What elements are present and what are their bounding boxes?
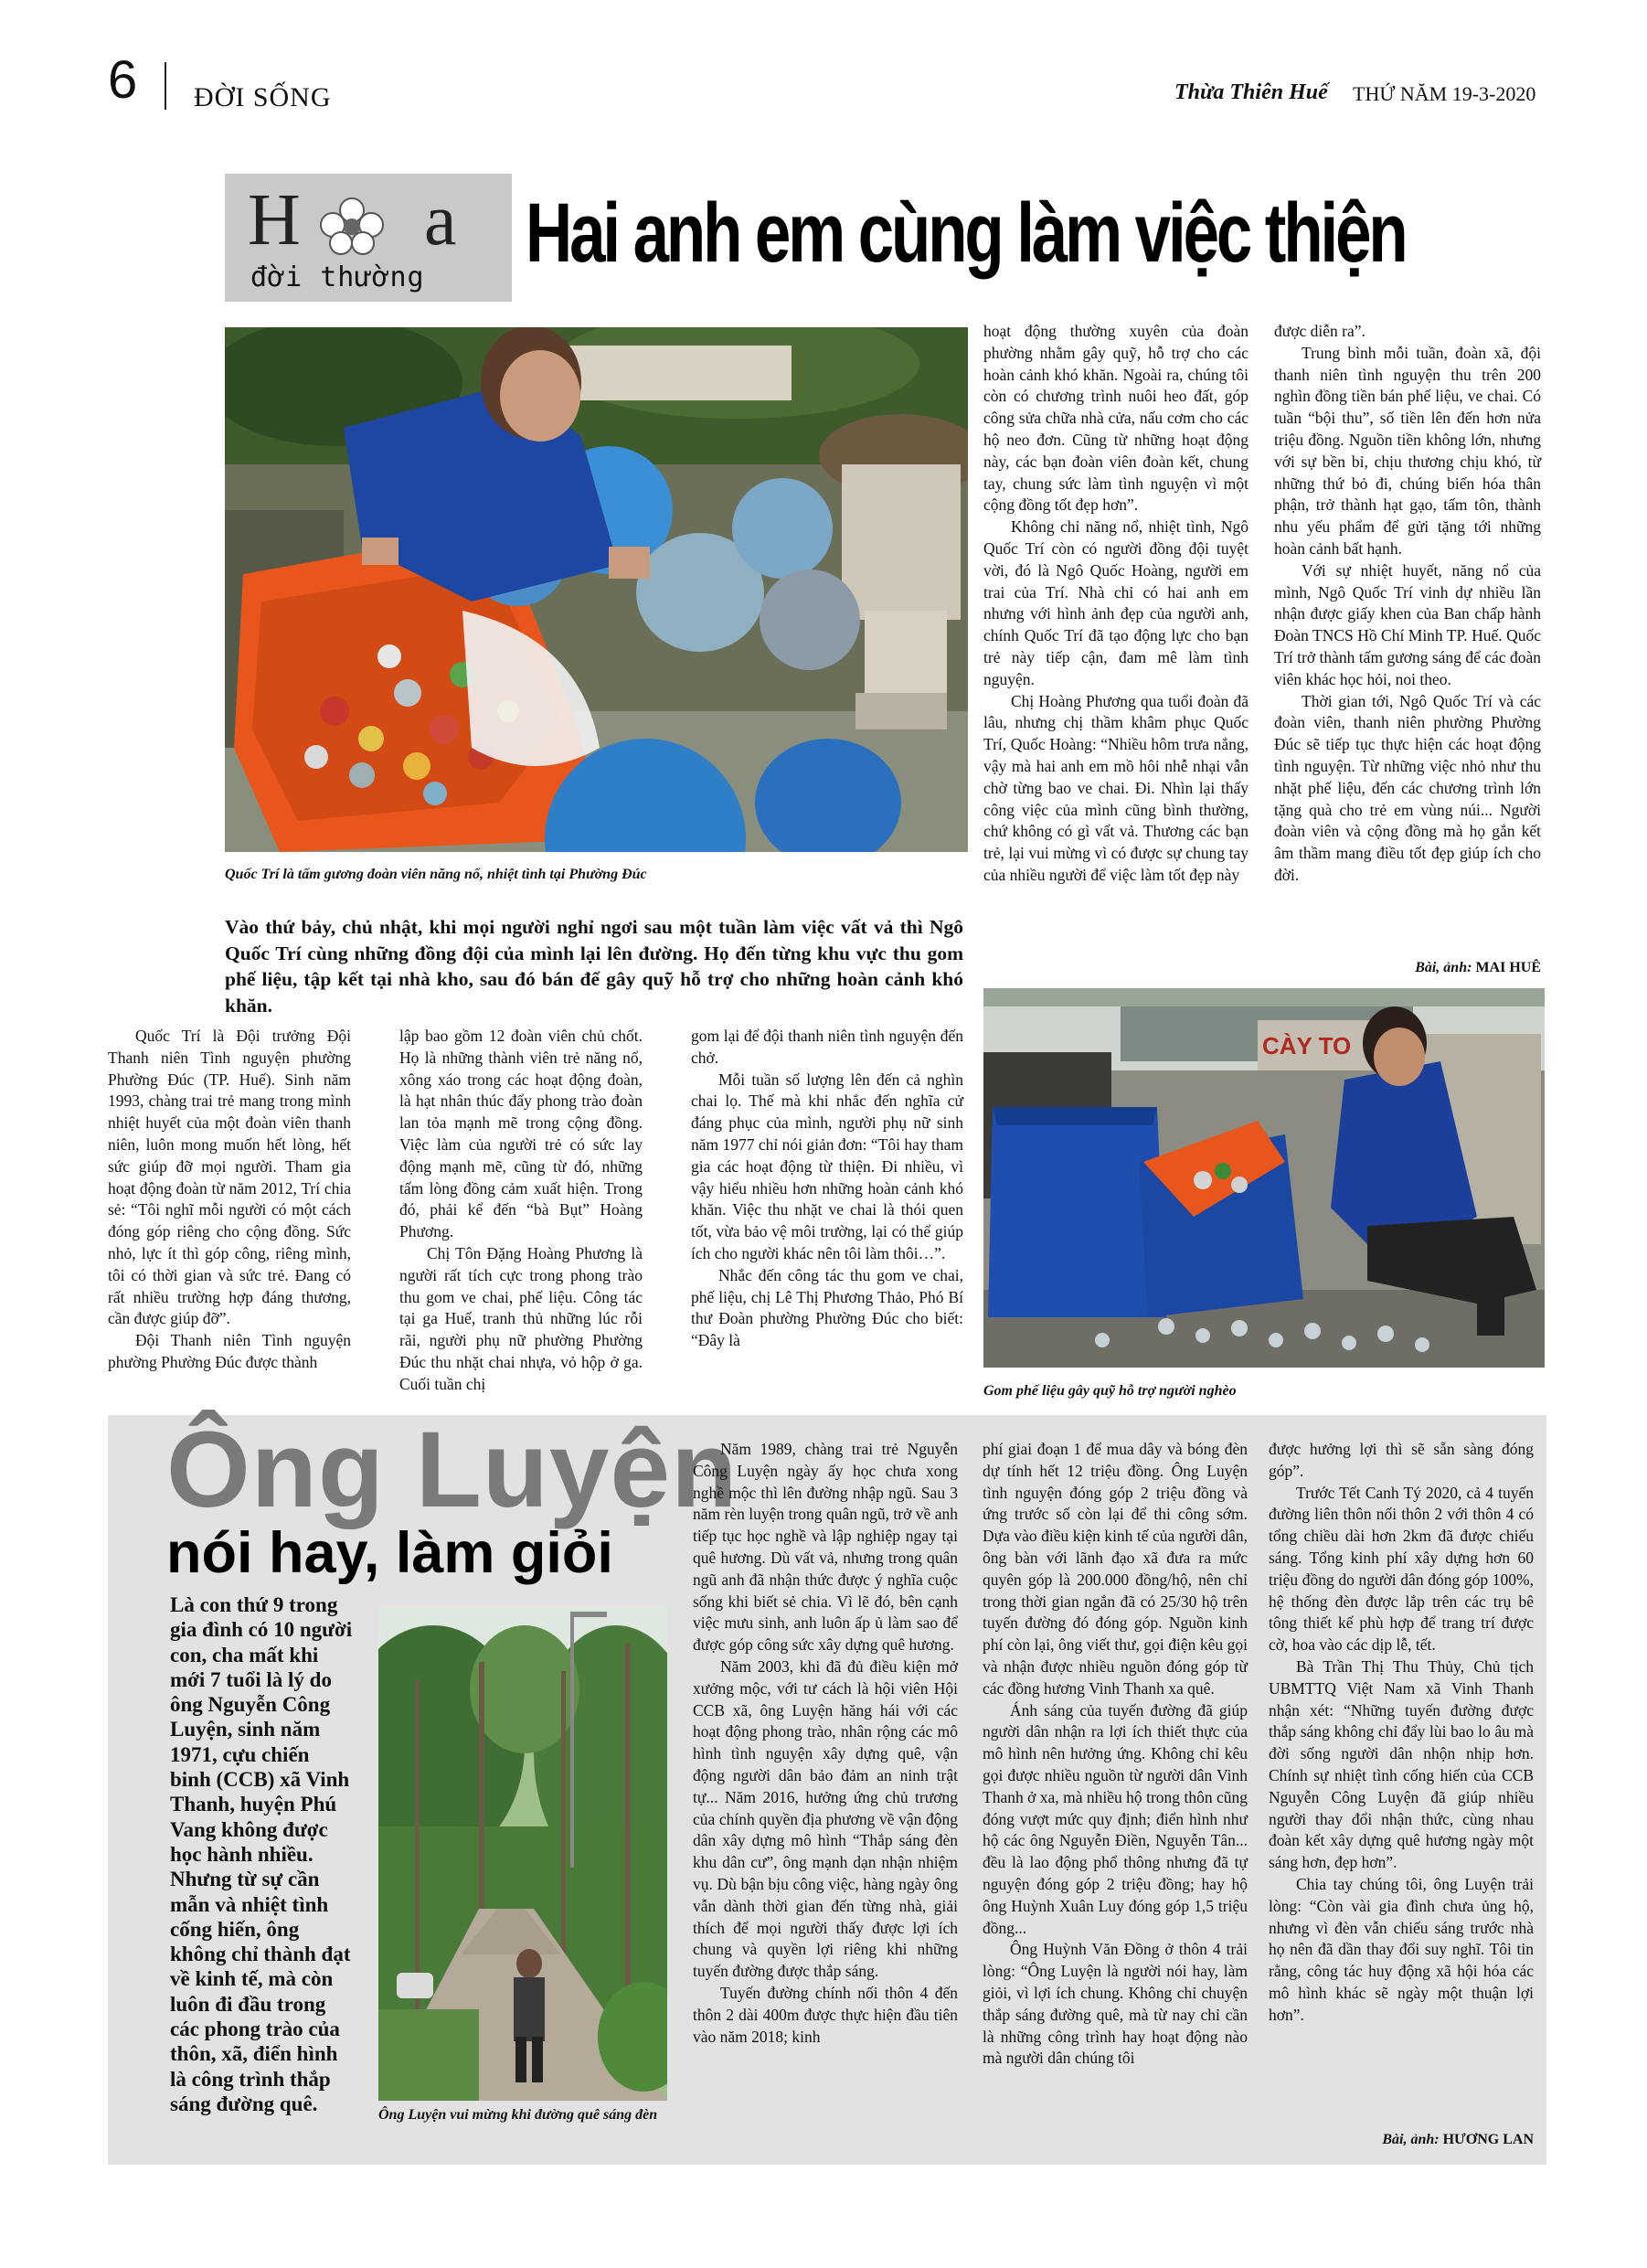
paragraph: Bà Trần Thị Thu Thủy, Chủ tịch UBMTTQ Việt Nam xã Vinh Thanh nhận xét: “Những tuyến đường được thắp sáng không chỉ đẩy lùi bao lo âu mà đời sống người dân nhộn nhịp hơn. Chính sự nhiệt tình cống hiến của CCB Nguyễn Công Luyện đã giúp nhiều người thay đổi nhận thức, cùng nhau đoàn kết xây dựng quê hương ngày một sáng hơn, đẹp hơn”. <box>1269 1656 1534 1872</box>
paragraph: Ông Huỳnh Văn Đồng ở thôn 4 trải lòng: “Ông Luyện là người nói hay, làm giỏi, vì lợi ích chung. Không chỉ chuyện thắp sáng đường quê, mà từ nay chỉ cần là những công trình hay hoạt động nào mà người dân chúng tôi <box>983 1940 1248 2068</box>
paragraph: Chị Hoàng Phương qua tuổi đoàn đã lâu, nhưng chị thầm khâm phục Quốc Trí, Quốc Hoàng: “Nhiều hôm trưa nắng, vậy mà hai anh em mồ hôi nhễ nhại vẫn chờ từng bao ve chai. Đi. Nhìn lại thấy công việc của mình cũng bình thường, chứ không có gì vất vả. Thương các bạn trẻ, lại vui mừng vì có được sự chung tay của nhiều người để việc làm tốt đẹp này <box>983 691 1249 884</box>
rubric-letter-h: H <box>248 180 301 261</box>
byline-label: Bài, ảnh: <box>1415 960 1472 975</box>
article2-byline <box>1269 2132 1534 2148</box>
paragraph: phí giai đoạn 1 để mua dây và bóng đèn dự tính hết 12 triệu đồng. Ông Luyện tình nguyện đóng góp 2 triệu đồng và ứng trước số còn lại để thi công sớm. Dựa vào điều kiện kinh tế của người dân, ông bàn với lãnh đạo xã đưa ra mức quyên góp là 200.000 đồng/hộ, nên chỉ trong thời gian ngắn đã có 25/30 hộ trên tuyến đường đó đóng góp. Nguồn kinh phí còn lại, ông viết thư, gọi điện kêu gọi và nhận được nhiều nguồn đóng góp từ các đồng hương Vinh Thanh xa quê. <box>983 1440 1248 1698</box>
paragraph: gom lại để đội thanh niên tình nguyện đến chở. <box>691 1027 963 1067</box>
paragraph: Đội Thanh niên Tình nguyện phường Phường Đúc được thành <box>108 1331 351 1371</box>
article2-headline-line1: Ông Luyện <box>166 1410 738 1530</box>
shop-sign-text: CÀY TO <box>1262 1032 1352 1059</box>
newspaper-name: Thừa Thiên Huế <box>1174 80 1328 104</box>
article1-byline <box>1274 960 1541 976</box>
article1-column-2 <box>399 1026 643 1396</box>
paragraph: Nhắc đến công tác thu gom ve chai, phế liệu, chị Lê Thị Phương Thảo, Phó Bí thư Đoàn phường Phường Đúc cho biết: “Đây là <box>691 1265 963 1350</box>
photo-lit-village-road <box>378 1607 667 2101</box>
paragraph: được diễn ra”. <box>1274 322 1365 340</box>
article1-lead: Vào thứ bảy, chủ nhật, khi mọi người nghỉ ngơi sau một tuần làm việc vất vả thì Ngô Quốc Trí cùng những đồng đội của mình lại lên đường. Họ đến từng khu vực thu gom phế liệu, tập kết tại nhà kho, sau đó bán để gây quỹ hỗ trợ cho những hoàn cảnh khó khăn. <box>225 916 963 1017</box>
article2-column-3 <box>1269 1439 1534 2027</box>
paragraph: Năm 1989, chàng trai trẻ Nguyễn Công Luyện ngày ấy học chưa xong nghề mộc thì lên đường nhập ngũ. Sau 3 năm rèn luyện trong quân ngũ, trở về anh tiếp tục học nghề và lập nghiệp ngay tại quê hương. Dù vất vả, nhưng trong quân ngũ anh đã nhận thức được ý nghĩa cuộc sống khi biết sẻ chia. Vì lẽ đó, bên cạnh việc mưu sinh, anh luôn ấp ủ làm sao để được góp công sức xây dựng quê hương. <box>693 1440 958 1655</box>
rubric-subtitle: đời thường <box>250 261 425 293</box>
rubric-letter-a: a <box>424 180 457 261</box>
section-name: ĐỜI SỐNG <box>194 82 332 112</box>
byline-label: Bài, ảnh: <box>1382 2132 1440 2147</box>
paragraph: Ánh sáng của tuyến đường đã giúp người dân nhận ra lợi ích thiết thực của mô hình nên hưởng ứng. Không chỉ kêu gọi được nhiều nguồn từ người dân Vinh Thanh ở xa, mà nhiều hộ trong thôn cũng đóng vượt mức quy định; điển hình như hộ các ông Nguyễn Điền, Nguyễn Tân... đều là lao động phổ thông nhưng đã tự nguyện đóng góp 2 triệu đồng; hay hộ ông Huỳnh Xuân Luy đóng góp 1,5 triệu đồng... <box>983 1700 1248 1937</box>
article1-headline: Hai anh em cùng làm việc thiện <box>526 186 1406 280</box>
paragraph: Chia tay chúng tôi, ông Luyện trải lòng: “Còn vài gia đình chưa ủng hộ, nhưng vì đèn vẫn chiếu sáng trước nhà họ nên đã dần thay đổi suy nghĩ. Tôi tin rằng, công tác huy động xã hội hóa các mô hình khác sẽ ngày một thuận lợi hơn”. <box>1269 1874 1534 2024</box>
photo2-caption: Gom phế liệu gây quỹ hỗ trợ người nghèo <box>983 1383 1237 1399</box>
paragraph: Trước Tết Canh Tý 2020, cả 4 tuyến đường liên thôn nối thôn 2 với thôn 4 có tổng chiều dài hơn 2km đã được chiếu sáng. Tổng kinh phí xây dựng hơn 60 triệu đồng do người dân đóng góp 100%, hệ thống đèn được lắp trên các trụ bê tông thiết kế phù hợp để trang trí được cờ, hoa vào các dịp lễ, tết. <box>1269 1483 1534 1655</box>
photo-recycling-bags <box>225 327 968 852</box>
photo1-caption: Quốc Trí là tấm gương đoàn viên năng nổ, nhiệt tình tại Phường Đúc <box>225 867 647 882</box>
issue-date: THỨ NĂM 19-3-2020 <box>1353 82 1536 105</box>
byline-author: MAI HUÊ <box>1475 960 1541 975</box>
paragraph: lập bao gồm 12 đoàn viên chủ chốt. Họ là những thành viên trẻ năng nổ, xông xáo trong các hoạt động đoàn, là hạt nhân thúc đẩy phong trào đoàn lan tỏa mạnh mẽ trong cộng đồng. Việc làm của người trẻ có sức lay động mạnh mẽ, cũng từ đó, những tấm lòng đồng cảm xuất hiện. Trong đó, phải kể đến “bà Bụt” Hoàng Phương. <box>399 1027 643 1241</box>
paragraph: Với sự nhiệt huyết, năng nổ của mình, Ngô Quốc Trí vinh dự nhiều lần nhận được giấy khen của Ban chấp hành Đoàn TNCS Hồ Chí Minh TP. Huế. Quốc Trí trở thành tấm gương sáng để các đoàn viên khác học hỏi, noi theo. <box>1274 560 1541 688</box>
article2-column-1 <box>693 1439 958 2048</box>
article2-column-2 <box>983 1439 1248 2070</box>
rubric-box <box>225 174 512 302</box>
article1-column-4 <box>983 321 1249 887</box>
article1-column-5 <box>1274 321 1541 887</box>
paragraph: Năm 2003, khi đã đủ điều kiện mở xưởng mộc, với tư cách là hội viên Hội CCB xã, ông Luyện hăng hái với các hoạt động phong trào, nhân rộng các mô hình tình nguyện xây dựng quê, vận động người dân bảo đảm an ninh trật tự... Năm 2016, hưởng ứng chủ trương của chính quyền địa phương về vận động dân xây dựng mô hình “Thắp sáng đèn khu dân cư”, ông mạnh dạn nhận nhiệm vụ. Dù bận bịu công việc, hàng ngày ông vẫn dành thời gian đến từng nhà, giải thích để mọi người thấy được lợi ích chung và quyền lợi riêng khi những tuyến đường được thắp sáng. <box>693 1656 958 1981</box>
paragraph: Trung bình mỗi tuần, đoàn xã, đội thanh niên tình nguyện thu trên 200 nghìn đồng tiền bán phế liệu, ve chai. Có tuần “bội thu”, số tiền lên đến hơn nửa triệu đồng. Nguồn tiền không lớn, nhưng với sự bền bỉ, chịu thương chịu khó, từ những thứ bỏ đi, chúng biến hóa thân phận, trở thành hạt gạo, tấm tôn, thành nhu yếu phẩm để gửi tặng tới những hoàn cảnh bất hạnh. <box>1274 343 1541 558</box>
paragraph: Tuyến đường chính nối thôn 4 đến thôn 2 dài 400m được thực hiện đầu tiên vào năm 2018; kinh <box>693 1983 958 2046</box>
article1-column-1 <box>108 1026 351 1374</box>
paragraph: Không chỉ năng nổ, nhiệt tình, Ngô Quốc Trí còn có người đồng đội tuyệt vời, đó là Ngô Quốc Hoàng, người em trai của Trí. Nhà chỉ có hai anh em nhưng với hình ảnh đẹp của người anh, chính Quốc Trí đã tạo động lực cho bạn trẻ này tiếp cận, đam mê làm tình nguyện. <box>983 517 1249 688</box>
photo-collecting-cans <box>983 988 1545 1368</box>
article2-photo-caption: Ông Luyện vui mừng khi đường quê sáng đèn <box>378 2107 658 2123</box>
paragraph: Quốc Trí là Đội trưởng Đội Thanh niên Tình nguyện phường Phường Đúc (TP. Huế). Sinh năm 1993, chàng trai trẻ mang trong mình nhiệt huyết của một đoàn viên thanh niên, luôn mong muốn hết lòng, hết sức giúp đỡ mọi người. Tham gia hoạt động đoàn từ năm 2012, Trí chia sẻ: “Tôi nghĩ mỗi người có một cách đóng góp riêng cho cộng đồng. Sức nhỏ, lực ít thì góp công, riêng mình, tôi có thời gian và sức trẻ. Đang có rất nhiều trường hợp đáng thương, cần được giúp đỡ”. <box>108 1027 351 1328</box>
article1-column-3 <box>691 1026 963 1352</box>
header-divider <box>165 62 166 110</box>
article2-headline-line2: nói hay, làm giỏi <box>166 1521 613 1585</box>
paragraph: Mỗi tuần số lượng lên đến cả nghìn chai lọ. Thế mà khi nhắc đến nghĩa cử đáng phục của mình, người phụ nữ sinh năm 1977 chỉ nói giản đơn: “Tôi hay tham gia các hoạt động từ thiện. Đi nhiều, vì vậy hiểu nhiều hơn những hoàn cảnh khó khăn. Việc thu nhặt ve chai là thói quen tốt, vừa bảo vệ môi trường, lại có thể giúp ích cho người khác nên tôi làm thôi…”. <box>691 1070 963 1262</box>
paragraph: Chị Tôn Đặng Hoàng Phương là người rất tích cực trong phong trào thu gom ve chai, phế liệu. Công tác tại ga Huế, tranh thủ những lúc rỗi rãi, người phụ nữ phường Phường Đúc thu nhặt chai nhựa, vỏ hộp ở ga. Cuối tuần chị <box>399 1243 643 1393</box>
paragraph: được hưởng lợi thì sẽ sẵn sàng đóng góp”. <box>1269 1440 1534 1480</box>
article2-lead: Là con thứ 9 trong gia đình có 10 người con, cha mất khi mới 7 tuổi là lý do ông Nguyễn Công Luyện, sinh năm 1971, cựu chiến binh (CCB) xã Vinh Thanh, huyện Phú Vang không được học hành nhiều. Nhưng từ sự cần mẫn và nhiệt tình cống hiến, ông không chỉ thành đạt về kinh tế, mà còn luôn đi đầu trong các phong trào của thôn, xã, điển hình là công trình thắp sáng đường quê. <box>170 1593 353 2115</box>
page-number: 6 <box>108 50 138 110</box>
flower-icon <box>313 197 391 256</box>
paragraph: Thời gian tới, Ngô Quốc Trí và các đoàn viên, thanh niên phường Phường Đúc sẽ tiếp tục thực hiện các hoạt động tình nguyện. Từ những việc nhỏ như thu nhặt phế liệu, đến các chương trình lớn tặng quà cho trẻ em vùng núi... Người đoàn viên và cộng đồng mà họ gắn kết âm thầm mang điều tốt đẹp giúp ích cho đời. <box>1274 691 1541 884</box>
byline-author: HƯƠNG LAN <box>1442 2132 1534 2147</box>
paragraph: hoạt động thường xuyên của đoàn phường nhằm gây quỹ, hỗ trợ cho các hoàn cảnh khó khăn. Ngoài ra, chúng tôi còn có chương trình nuôi heo đất, góp công sửa chữa nhà cửa, nấu cơm cho các hộ neo đơn. Cũng từ những hoạt động này, các bạn đoàn viên đoàn kết, chung tay, chung sức làm tình nguyện vì một cộng đồng tốt đẹp hơn”. <box>983 322 1249 515</box>
